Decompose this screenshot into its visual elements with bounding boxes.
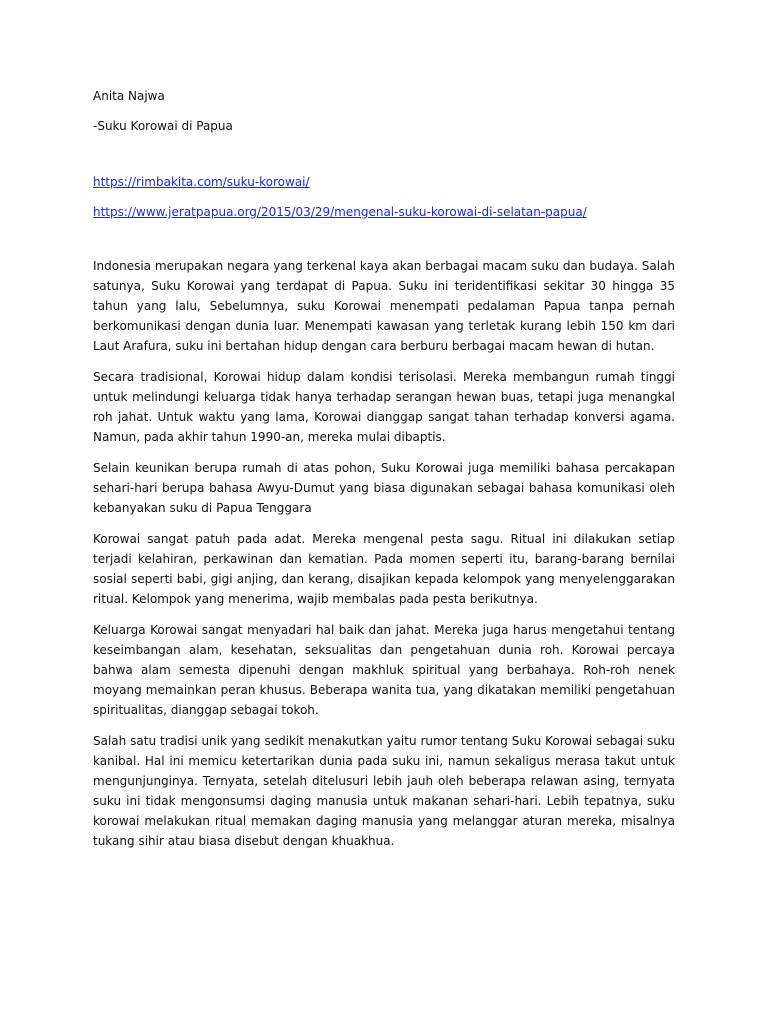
reference-link-jeratpapua[interactable]: https://www.jeratpapua.org/2015/03/29/mengenal-suku-korowai-di-selatan-papua/ xyxy=(93,205,587,219)
paragraph: Salah satu tradisi unik yang sedikit menakutkan yaitu rumor tentang Suku Korowai sebagai suku kanibal. Hal ini memicu ketertarikan dunia pada suku ini, namun sekaligus merasa takut untuk mengunjunginya. Ternyata, setelah ditelusuri lebih jauh oleh beberapa relawan asing, ternyata suku ini tidak mengonsumsi daging manusia untuk makanan sehari-hari. Lebih tepatnya, suku korowai melakukan ritual memakan daging manusia yang melanggar aturan mereka, misalnya tukang sihir atau biasa disebut dengan khuakhua. xyxy=(93,734,675,848)
reference-link-rimbakita[interactable]: https://rimbakita.com/suku-korowai/ xyxy=(93,175,310,189)
paragraph: Indonesia merupakan negara yang terkenal kaya akan berbagai macam suku dan budaya. Salah satunya, Suku Korowai yang terdapat di Papua. Suku ini teridentifikasi sekitar 30 hingga 35 tahun yang lalu, Sebelumnya, suku Korowai menempati pedalaman Papua tanpa pernah berkomunikasi dengan dunia luar. Menempati kawasan yang terletak kurang lebih 150 km dari Laut Arafura, suku ini bertahan hidup dengan cara berburu berbagai macam hewan di hutan. xyxy=(93,259,675,353)
paragraph: Secara tradisional, Korowai hidup dalam kondisi terisolasi. Mereka membangun rumah tinggi untuk melindungi keluarga tidak hanya terhadap serangan hewan buas, tetapi juga menangkal roh jahat. Untuk waktu yang lama, Korowai dianggap sangat tahan terhadap konversi agama. Namun, pada akhir tahun 1990-an, mereka mulai dibaptis. xyxy=(93,370,675,444)
author-name: Anita Najwa xyxy=(93,89,165,103)
reference-links xyxy=(93,174,675,220)
paragraph: Keluarga Korowai sangat menyadari hal baik dan jahat. Mereka juga harus mengetahui tentang keseimbangan alam, kesehatan, seksualitas dan pengetahuan dunia roh. Korowai percaya bahwa alam semesta dipenuhi dengan makhluk spiritual yang berbahaya. Roh-roh nenek moyang memainkan peran khusus. Beberapa wanita tua, yang dikatakan memiliki pengetahuan spiritualitas, dianggap sebagai tokoh. xyxy=(93,623,675,717)
paragraph: Selain keunikan berupa rumah di atas pohon, Suku Korowai juga memiliki bahasa percakapan sehari-hari berupa bahasa Awyu-Dumut yang biasa digunakan sebagai bahasa komunikasi oleh kebanyakan suku di Papua Tenggara xyxy=(93,461,675,515)
article-body xyxy=(93,256,675,851)
document-subject: -Suku Korowai di Papua xyxy=(93,119,233,133)
paragraph: Korowai sangat patuh pada adat. Mereka mengenal pesta sagu. Ritual ini dilakukan setiap terjadi kelahiran, perkawinan dan kematian. Pada momen seperti itu, barang-barang bernilai sosial seperti babi, gigi anjing, dan kerang, disajikan kepada kelompok yang menyelenggarakan ritual. Kelompok yang menerima, wajib membalas pada pesta berikutnya. xyxy=(93,532,675,606)
